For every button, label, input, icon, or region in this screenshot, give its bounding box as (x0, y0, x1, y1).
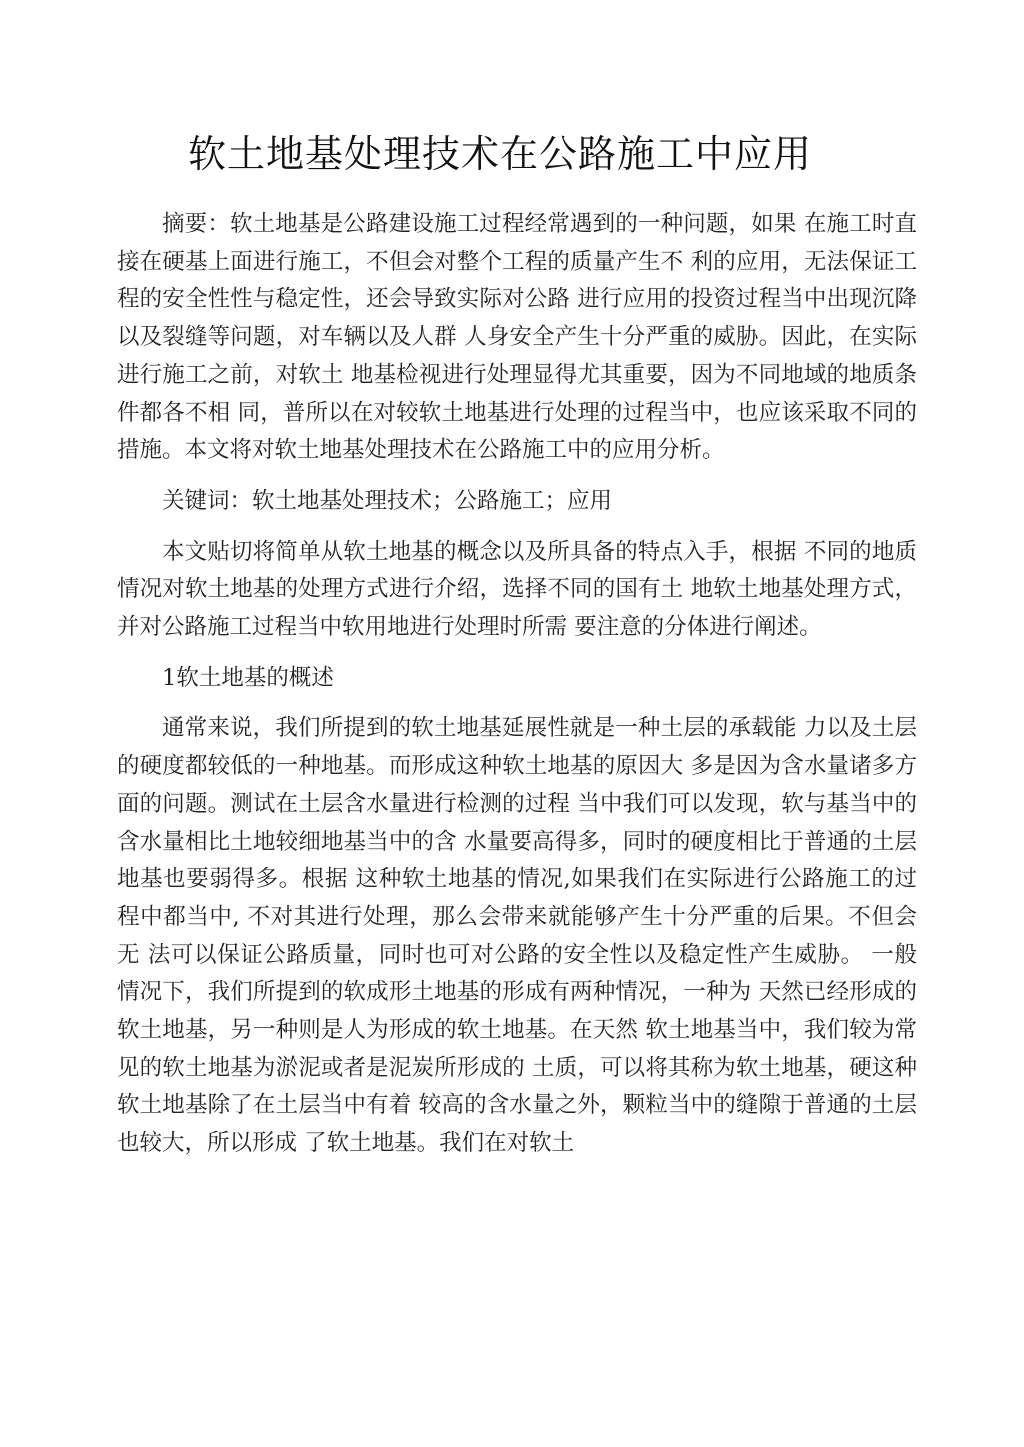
intro-paragraph: 本文贴切将简单从软土地基的概念以及所具备的特点入手，根据 不同的地质情况对软土地基的处理方式进行介绍，选择不同的国有土 地软土地基处理方式，并对公路施工过程当中软用地进行处理时所需 要注意的分体进行阐述。 (117, 538, 917, 641)
keywords-paragraph: 关键词：软土地基处理技术；公路施工；应用 (162, 487, 613, 514)
section-body-paragraph: 通常来说，我们所提到的软土地基延展性就是一种土层的承载能 力以及土层的硬度都较低的一种地基。而形成这种软土地基的原因大 多是因为含水量诸多方面的问题。测试在土层含水量进行检测的过程 当中我们可以发现，软与基当中的含水量相比土地较细地基当中的含 水量要高得多，同时的硬度相比于普通的土层地基也要弱得多。根据 这种软土地基的情况,如果我们在实际进行公路施工的过程中都当中, 不对其进行处理，那么会带来就能够产生十分严重的后果。不但会无 法可以保证公路质量，同时也可对公路的安全性以及稳定性产生威胁。 一般情况下，我们所提到的软成形土地基的形成有两种情况，一种为 天然已经形成的软土地基，另一种则是人为形成的软土地基。在天然 软土地基当中，我们较为常见的软土地基为淤泥或者是泥炭所形成的 土质，可以将其称为软土地基，硬这种软土地基除了在土层当中有着 较高的含水量之外，颗粒当中的缝隙于普通的土层也较大，所以形成 了软土地基。我们在对软土 (117, 715, 917, 1157)
document-body (117, 206, 917, 1176)
page-title: 软土地基处理技术在公路施工中应用 (187, 132, 812, 176)
section-heading: 1软土地基的概述 (162, 664, 334, 691)
abstract-paragraph: 摘要：软土地基是公路建设施工过程经常遇到的一种问题，如果 在施工时直接在硬基上面进行施工，不但会对整个工程的质量产生不 利的应用，无法保证工程的安全性性与稳定性，还会导致实际对公路 进行应用的投资过程当中出现沉降以及裂缝等问题，对车辆以及人群 人身安全产生十分严重的威胁。因此，在实际进行施工之前，对软土 地基检视进行处理显得尤其重要，因为不同地域的地质条件都各不相 同，普所以在对较软土地基进行处理的过程当中，也应该采取不同的 措施。本文将对软土地基处理技术在公路施工中的应用分析。 (117, 211, 917, 464)
